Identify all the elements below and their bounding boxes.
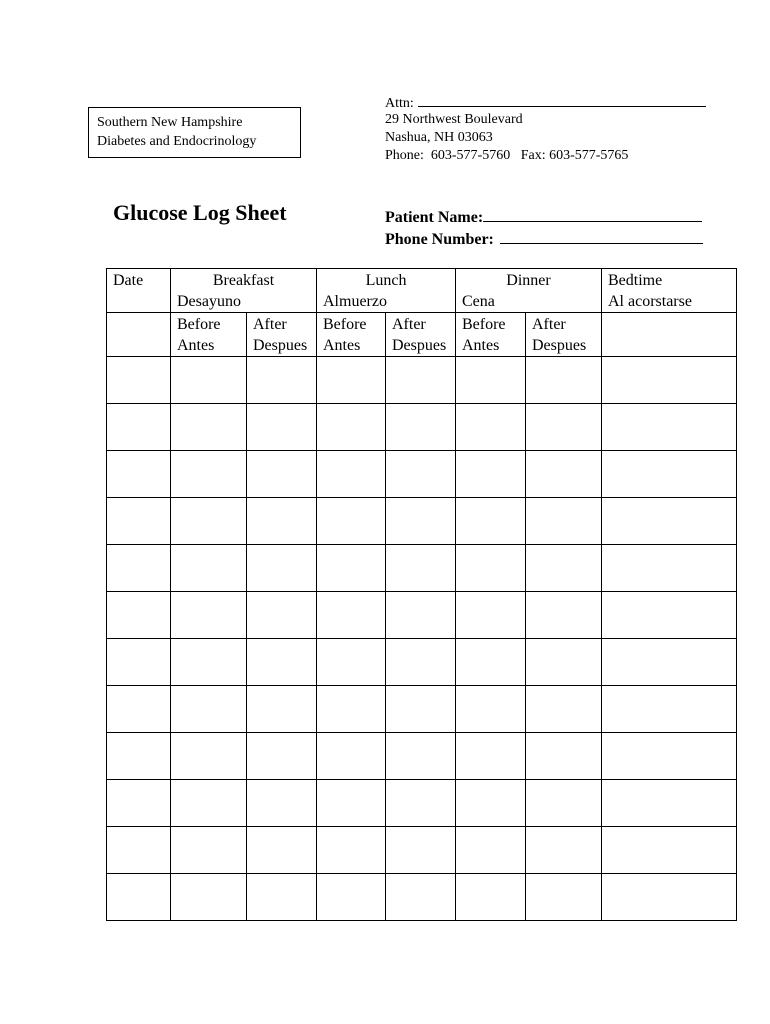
date-entry-cell[interactable] xyxy=(107,686,171,733)
before-en: Before xyxy=(462,316,506,333)
breakfast-es: Desayuno xyxy=(177,293,241,310)
dinner-before-entry-cell[interactable] xyxy=(456,686,526,733)
date-entry-cell[interactable] xyxy=(107,827,171,874)
after-es: Despues xyxy=(532,337,587,354)
lunch-before-entry-cell[interactable] xyxy=(317,451,386,498)
clinic-name-line2: Diabetes and Endocrinology xyxy=(97,134,257,149)
date-entry-cell[interactable] xyxy=(107,733,171,780)
dinner-after-header xyxy=(526,313,602,357)
bedtime-header-cell xyxy=(602,269,737,313)
lunch-after-entry-cell[interactable] xyxy=(386,874,456,921)
address-block xyxy=(385,93,706,165)
page-title: Glucose Log Sheet xyxy=(113,200,287,225)
lunch-before-entry-cell[interactable] xyxy=(317,827,386,874)
table-row xyxy=(107,592,737,639)
date-entry-cell[interactable] xyxy=(107,874,171,921)
patient-phone-label: Phone Number: xyxy=(385,231,494,248)
dinner-after-entry-cell[interactable] xyxy=(526,733,602,780)
after-en: After xyxy=(253,316,287,333)
lunch-before-entry-cell[interactable] xyxy=(317,780,386,827)
breakfast-after-entry-cell[interactable] xyxy=(247,451,317,498)
breakfast-before-entry-cell[interactable] xyxy=(171,545,247,592)
glucose-log-table xyxy=(106,268,737,921)
breakfast-before-entry-cell[interactable] xyxy=(171,357,247,404)
lunch-before-entry-cell[interactable] xyxy=(317,686,386,733)
date-subheader-cell xyxy=(107,313,171,357)
table-row xyxy=(107,874,737,921)
bedtime-entry-cell[interactable] xyxy=(602,592,737,639)
date-entry-cell[interactable] xyxy=(107,498,171,545)
bedtime-entry-cell[interactable] xyxy=(602,733,737,780)
dinner-after-entry-cell[interactable] xyxy=(526,404,602,451)
bedtime-entry-cell[interactable] xyxy=(602,780,737,827)
table-row xyxy=(107,639,737,686)
breakfast-before-entry-cell[interactable] xyxy=(171,733,247,780)
dinner-after-entry-cell[interactable] xyxy=(526,780,602,827)
before-en: Before xyxy=(323,316,367,333)
bedtime-entry-cell[interactable] xyxy=(602,874,737,921)
breakfast-before-entry-cell[interactable] xyxy=(171,639,247,686)
bedtime-entry-cell[interactable] xyxy=(602,357,737,404)
bedtime-entry-cell[interactable] xyxy=(602,686,737,733)
dinner-before-entry-cell[interactable] xyxy=(456,545,526,592)
dinner-after-entry-cell[interactable] xyxy=(526,545,602,592)
breakfast-before-entry-cell[interactable] xyxy=(171,874,247,921)
table-row xyxy=(107,404,737,451)
lunch-after-entry-cell[interactable] xyxy=(386,686,456,733)
lunch-after-entry-cell[interactable] xyxy=(386,498,456,545)
breakfast-before-entry-cell[interactable] xyxy=(171,686,247,733)
breakfast-before-entry-cell[interactable] xyxy=(171,827,247,874)
lunch-before-entry-cell[interactable] xyxy=(317,874,386,921)
after-en: After xyxy=(392,316,426,333)
after-en: After xyxy=(532,316,566,333)
lunch-after-entry-cell[interactable] xyxy=(386,780,456,827)
after-es: Despues xyxy=(253,337,308,354)
breakfast-before-entry-cell[interactable] xyxy=(171,780,247,827)
dinner-after-entry-cell[interactable] xyxy=(526,357,602,404)
dinner-after-entry-cell[interactable] xyxy=(526,592,602,639)
breakfast-before-entry-cell[interactable] xyxy=(171,404,247,451)
breakfast-before-entry-cell[interactable] xyxy=(171,451,247,498)
bedtime-subheader-cell xyxy=(602,313,737,357)
lunch-after-entry-cell[interactable] xyxy=(386,451,456,498)
date-entry-cell[interactable] xyxy=(107,780,171,827)
lunch-header-cell xyxy=(317,269,456,313)
dinner-after-entry-cell[interactable] xyxy=(526,498,602,545)
breakfast-after-header xyxy=(247,313,317,357)
address-city: Nashua, NH 03063 xyxy=(385,130,493,145)
table-row xyxy=(107,733,737,780)
dinner-before-entry-cell[interactable] xyxy=(456,874,526,921)
breakfast-header-cell xyxy=(171,269,317,313)
breakfast-after-entry-cell[interactable] xyxy=(247,545,317,592)
table-row xyxy=(107,827,737,874)
table-row xyxy=(107,686,737,733)
breakfast-after-entry-cell[interactable] xyxy=(247,686,317,733)
dinner-before-entry-cell[interactable] xyxy=(456,780,526,827)
lunch-before-entry-cell[interactable] xyxy=(317,357,386,404)
bedtime-entry-cell[interactable] xyxy=(602,451,737,498)
before-es: Antes xyxy=(462,337,500,354)
table-row xyxy=(107,780,737,827)
breakfast-after-entry-cell[interactable] xyxy=(247,592,317,639)
dinner-before-entry-cell[interactable] xyxy=(456,357,526,404)
lunch-after-entry-cell[interactable] xyxy=(386,357,456,404)
patient-info xyxy=(385,205,703,249)
patient-name-field[interactable] xyxy=(483,205,702,222)
before-en: Before xyxy=(177,316,221,333)
bedtime-entry-cell[interactable] xyxy=(602,404,737,451)
lunch-before-header xyxy=(317,313,386,357)
bedtime-entry-cell[interactable] xyxy=(602,639,737,686)
dinner-before-entry-cell[interactable] xyxy=(456,639,526,686)
dinner-before-header xyxy=(456,313,526,357)
dinner-before-entry-cell[interactable] xyxy=(456,404,526,451)
lunch-before-entry-cell[interactable] xyxy=(317,498,386,545)
bedtime-entry-cell[interactable] xyxy=(602,545,737,592)
table-row xyxy=(107,357,737,404)
breakfast-after-entry-cell[interactable] xyxy=(247,498,317,545)
lunch-before-entry-cell[interactable] xyxy=(317,639,386,686)
dinner-after-entry-cell[interactable] xyxy=(526,451,602,498)
date-entry-cell[interactable] xyxy=(107,404,171,451)
dinner-after-entry-cell[interactable] xyxy=(526,827,602,874)
breakfast-before-header xyxy=(171,313,247,357)
before-es: Antes xyxy=(323,337,361,354)
breakfast-after-entry-cell[interactable] xyxy=(247,404,317,451)
lunch-before-entry-cell[interactable] xyxy=(317,592,386,639)
patient-name-label: Patient Name: xyxy=(385,209,484,226)
date-entry-cell[interactable] xyxy=(107,639,171,686)
breakfast-before-entry-cell[interactable] xyxy=(171,592,247,639)
lunch-after-entry-cell[interactable] xyxy=(386,733,456,780)
lunch-before-entry-cell[interactable] xyxy=(317,733,386,780)
dinner-before-entry-cell[interactable] xyxy=(456,498,526,545)
lunch-after-entry-cell[interactable] xyxy=(386,827,456,874)
breakfast-after-entry-cell[interactable] xyxy=(247,780,317,827)
after-es: Despues xyxy=(392,337,447,354)
breakfast-before-entry-cell[interactable] xyxy=(171,498,247,545)
patient-phone-field[interactable] xyxy=(500,227,703,244)
attn-field[interactable] xyxy=(418,93,706,107)
breakfast-after-entry-cell[interactable] xyxy=(247,639,317,686)
table-row xyxy=(107,451,737,498)
date-entry-cell[interactable] xyxy=(107,592,171,639)
breakfast-after-entry-cell[interactable] xyxy=(247,827,317,874)
attn-label: Attn: xyxy=(385,96,414,111)
dinner-after-entry-cell[interactable] xyxy=(526,686,602,733)
clinic-name-box xyxy=(88,107,301,158)
breakfast-after-entry-cell[interactable] xyxy=(247,874,317,921)
breakfast-en: Breakfast xyxy=(212,272,275,289)
lunch-before-entry-cell[interactable] xyxy=(317,545,386,592)
lunch-after-entry-cell[interactable] xyxy=(386,639,456,686)
address-phone-fax: Phone: 603-577-5760 Fax: 603-577-5765 xyxy=(385,148,629,163)
bedtime-entry-cell[interactable] xyxy=(602,827,737,874)
dinner-en: Dinner xyxy=(506,272,551,289)
date-entry-cell[interactable] xyxy=(107,357,171,404)
lunch-es: Almuerzo xyxy=(323,293,387,310)
breakfast-after-entry-cell[interactable] xyxy=(247,733,317,780)
dinner-after-entry-cell[interactable] xyxy=(526,874,602,921)
breakfast-after-entry-cell[interactable] xyxy=(247,357,317,404)
lunch-after-header xyxy=(386,313,456,357)
clinic-name-line1: Southern New Hampshire xyxy=(97,115,243,130)
dinner-after-entry-cell[interactable] xyxy=(526,639,602,686)
dinner-header-cell xyxy=(456,269,602,313)
lunch-after-entry-cell[interactable] xyxy=(386,545,456,592)
dinner-before-entry-cell[interactable] xyxy=(456,827,526,874)
before-es: Antes xyxy=(177,337,215,354)
date-entry-cell[interactable] xyxy=(107,545,171,592)
bedtime-en: Bedtime xyxy=(608,272,663,289)
table-row xyxy=(107,498,737,545)
lunch-after-entry-cell[interactable] xyxy=(386,592,456,639)
dinner-before-entry-cell[interactable] xyxy=(456,592,526,639)
bedtime-entry-cell[interactable] xyxy=(602,498,737,545)
bedtime-es: Al acorstarse xyxy=(608,293,692,310)
lunch-en: Lunch xyxy=(365,272,407,289)
address-street: 29 Northwest Boulevard xyxy=(385,112,523,127)
lunch-after-entry-cell[interactable] xyxy=(386,404,456,451)
date-header-cell xyxy=(107,269,171,313)
table-row xyxy=(107,545,737,592)
dinner-before-entry-cell[interactable] xyxy=(456,451,526,498)
date-header: Date xyxy=(113,272,144,289)
dinner-before-entry-cell[interactable] xyxy=(456,733,526,780)
lunch-before-entry-cell[interactable] xyxy=(317,404,386,451)
date-entry-cell[interactable] xyxy=(107,451,171,498)
dinner-es: Cena xyxy=(462,293,495,310)
